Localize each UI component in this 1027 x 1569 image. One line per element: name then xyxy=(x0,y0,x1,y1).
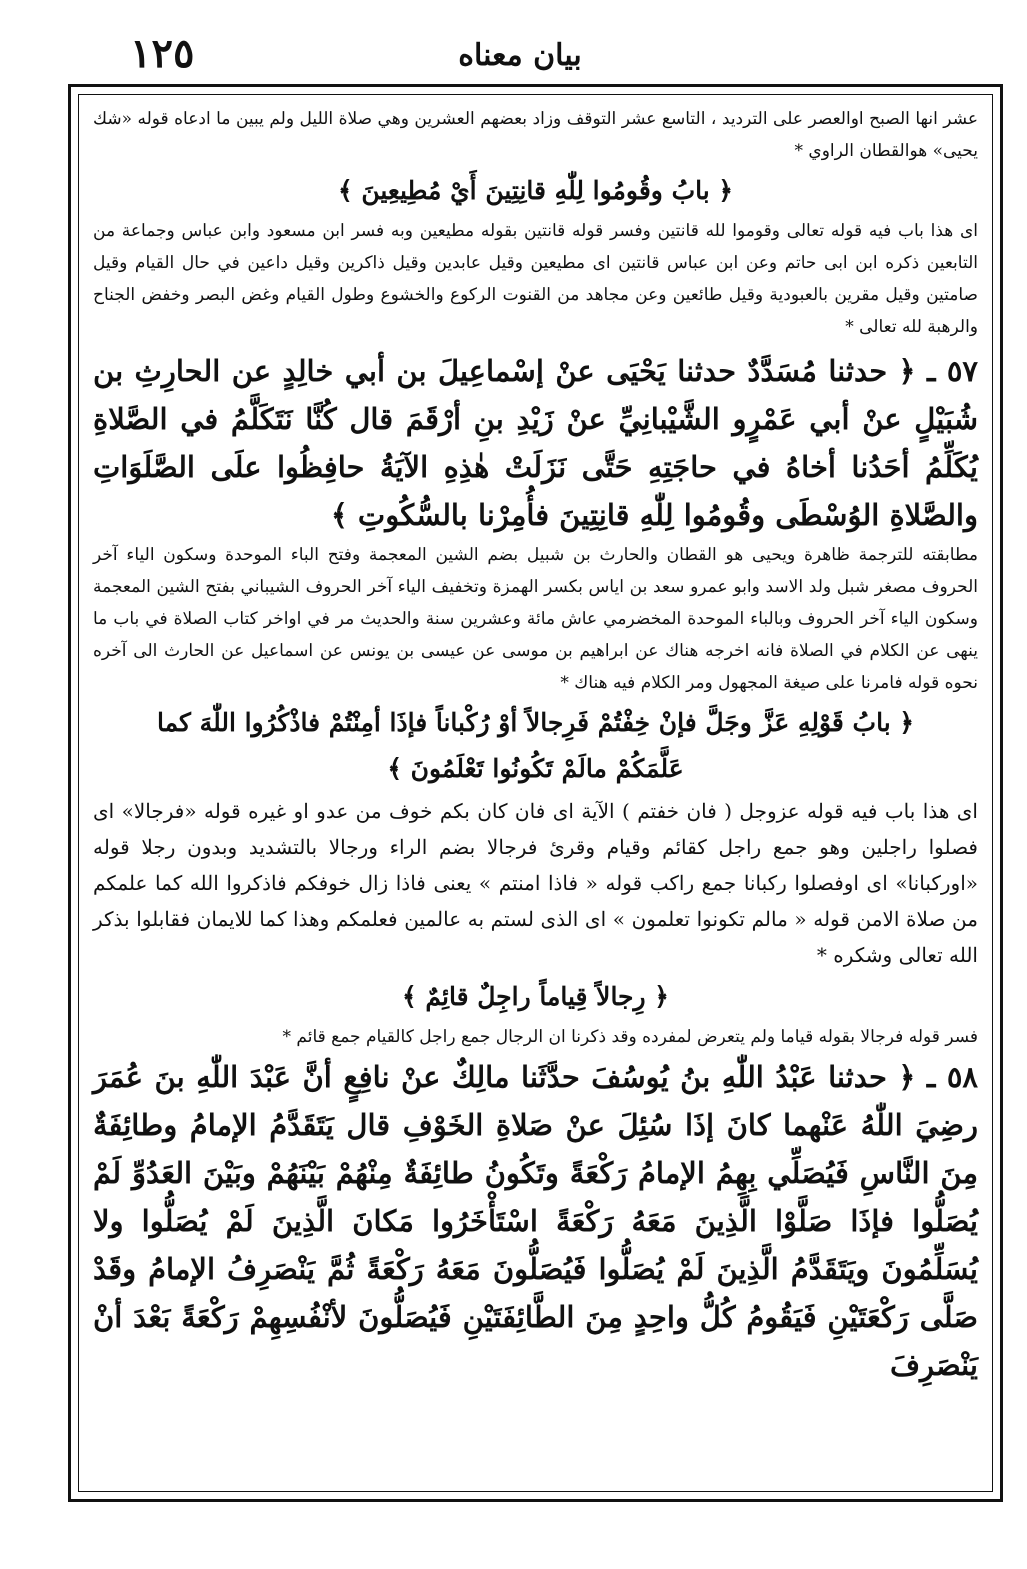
commentary-paragraph: مطابقته للترجمة ظاهرة ويحيى هو القطان والحارث بن شبيل بضم الشين المعجمة وفتح الباء الموحدة وسكون الياء آخر الحروف مصغر شبل ولد الاسد وابو عمرو سعد بن اياس بكسر الهمزة وتخفيف الياء آخر الحروف الشيباني بفتح الشين المعجمة وسكون الياء آخر الحروف وبالباء الموحدة المخضرمي عاش مائة وعشرين سنة والحديث مر في اواخر كتاب الصلاة في باب ما ينهى عن الكلام في الصلاة فانه اخرجه هناك عن ابراهيم بن موسى عن عيسى بن يونس عن اسماعيل عن الحارث الى آخره نحوه قوله فامرنا على صيغة المجهول ومر الكلام فيه هناك * xyxy=(93,545,978,693)
page-header xyxy=(60,30,980,86)
running-title: بيان معناه xyxy=(458,38,582,73)
commentary-paragraph: فسر قوله فرجالا بقوله قياما ولم يتعرض لمفرده وقد ذكرنا ان الرجال جمع راجل كالقيام جمع قائم * xyxy=(282,1027,978,1047)
hadith-text: ٥٧ ـ ﴿ حدثنا مُسَدَّدٌ حدثنا يَحْيَى عنْ إسْماعِيلَ بن أبي خالِدٍ عن الحارِثِ بن شُبَيْلٍ عنْ أبي عَمْرٍو الشَّيْبانِيِّ عنْ زَيْدِ بنِ أرْقَمَ قال كُنَّا نَتَكَلَّمُ في الصَّلاةِ يُكَلِّمُ أحَدُنا أخاهُ في حاجَتِهِ حَتَّى نَزَلَتْ هٰذِهِ الآيَةُ حافِظُوا علَى الصَّلَوَاتِ والصَّلاةِ الوُسْطَى وقُومُوا لِلّٰهِ قانِتِينَ فأُمِرْنا بالسُّكُوتِ ﴾ xyxy=(93,354,978,532)
page-number: ١٢٥ xyxy=(130,30,195,77)
commentary-paragraph: اى هذا باب فيه قوله عزوجل ( فان خفتم ) الآية اى فان كان بكم خوف من عدو او غيره قوله «فرجالا» اى فصلوا راجلين وهو جمع راجل كقائم وقيام وقرئ فرجالا بضم الراء ورجالا بالتشديد وبدون رجلا قوله «اوركبانا» اى اوفصلوا ركبانا جمع راكب قوله « فاذا امنتم » يعنى فاذا زال خوفكم فاذكروا الله كما علمكم من صلاة الامن قوله « مالم تكونوا تعلمون » اى الذى لستم به عالمين فعلمكم وهذا كما للايمان فقابلوا بذكر الله تعالى وشكره * xyxy=(93,799,978,967)
chapter-heading: ﴿ بابُ وقُومُوا لِلّٰهِ قانِتِينَ أَيْ مُطِيعِينَ ﴾ xyxy=(337,176,734,205)
chapter-heading-continued: عَلَّمَكُمْ مالَمْ تَكُونُوا تَعْلَمُونَ ﴾ xyxy=(387,754,684,783)
commentary-paragraph: اى هذا باب فيه قوله تعالى وقوموا لله قانتين وفسر قوله قانتين بقوله مطيعين وبه فسر ابن مسعود وابن عباس وجماعة من التابعين ذكره ابن ابى حاتم وعن ابن عباس قانتين اى مطيعين وقيل عابدين وقيل ذاكرين وقيل داعين في حال القيام وقيل صامتين وقيل مقرين بالعبودية وقيل طائعين وعن مجاهد من القنوت الركوع والخشوع وطول القيام وغض البصر وخفض الجناح والرهبة لله تعالى * xyxy=(93,221,978,337)
text-frame xyxy=(78,94,993,1492)
chapter-heading: ﴿ رِجالاً قِياماً راجِلٌ قائِمٌ ﴾ xyxy=(402,982,669,1011)
hadith-text: ٥٨ ـ ﴿ حدثنا عَبْدُ اللّٰهِ بنُ يُوسُفَ حدَّثَنا مالِكٌ عنْ نافِعٍ أنَّ عَبْدَ اللّٰهِ بنَ عُمَرَ رضِيَ اللّٰهُ عَنْهما كانَ إذَا سُئِلَ عنْ صَلاةِ الخَوْفِ قال يَتَقَدَّمُ الإمامُ وطائِفَةٌ مِنَ النَّاسِ فَيُصَلِّي بِهِمُ الإمامُ رَكْعَةً وتَكُونُ طائِفَةٌ مِنْهُمْ بَيْنَهُمْ وبَيْنَ العَدُوِّ لَمْ يُصَلُّوا فإذَا صَلَّوْا الَّذِينَ مَعَهُ رَكْعَةً اسْتَأْخَرُوا مَكانَ الَّذِينَ لَمْ يُصَلُّوا ولا يُسَلِّمُونَ ويَتَقَدَّمُ الَّذِينَ لَمْ يُصَلُّوا فَيُصَلُّونَ مَعَهُ رَكْعَةً ثُمَّ يَنْصَرِفُ الإمامُ وقَدْ صَلَّى رَكْعَتَيْنِ فَيَقُومُ كُلُّ واحِدٍ مِنَ الطَّائِفَتَيْنِ فَيُصَلُّونَ لأنْفُسِهِمْ رَكْعَةً بَعْدَ أنْ يَنْصَرِفَ xyxy=(93,1060,978,1382)
commentary-paragraph: عشر انها الصبح اوالعصر على الترديد ، التاسع عشر التوقف وزاد بعضهم العشرين وهي صلاة الليل ولم يبين ما ادعاه قوله «شك يحيى» هوالقطان الراوي * xyxy=(93,109,978,161)
chapter-heading: ﴿ بابُ قَوْلِهِ عَزَّ وجَلَّ فإنْ خِفْتُمْ فَرِجالاً أوْ رُكْباناً فإذَا أمِنْتُمْ فاذْكُرُوا اللّٰهَ كما xyxy=(156,708,915,737)
